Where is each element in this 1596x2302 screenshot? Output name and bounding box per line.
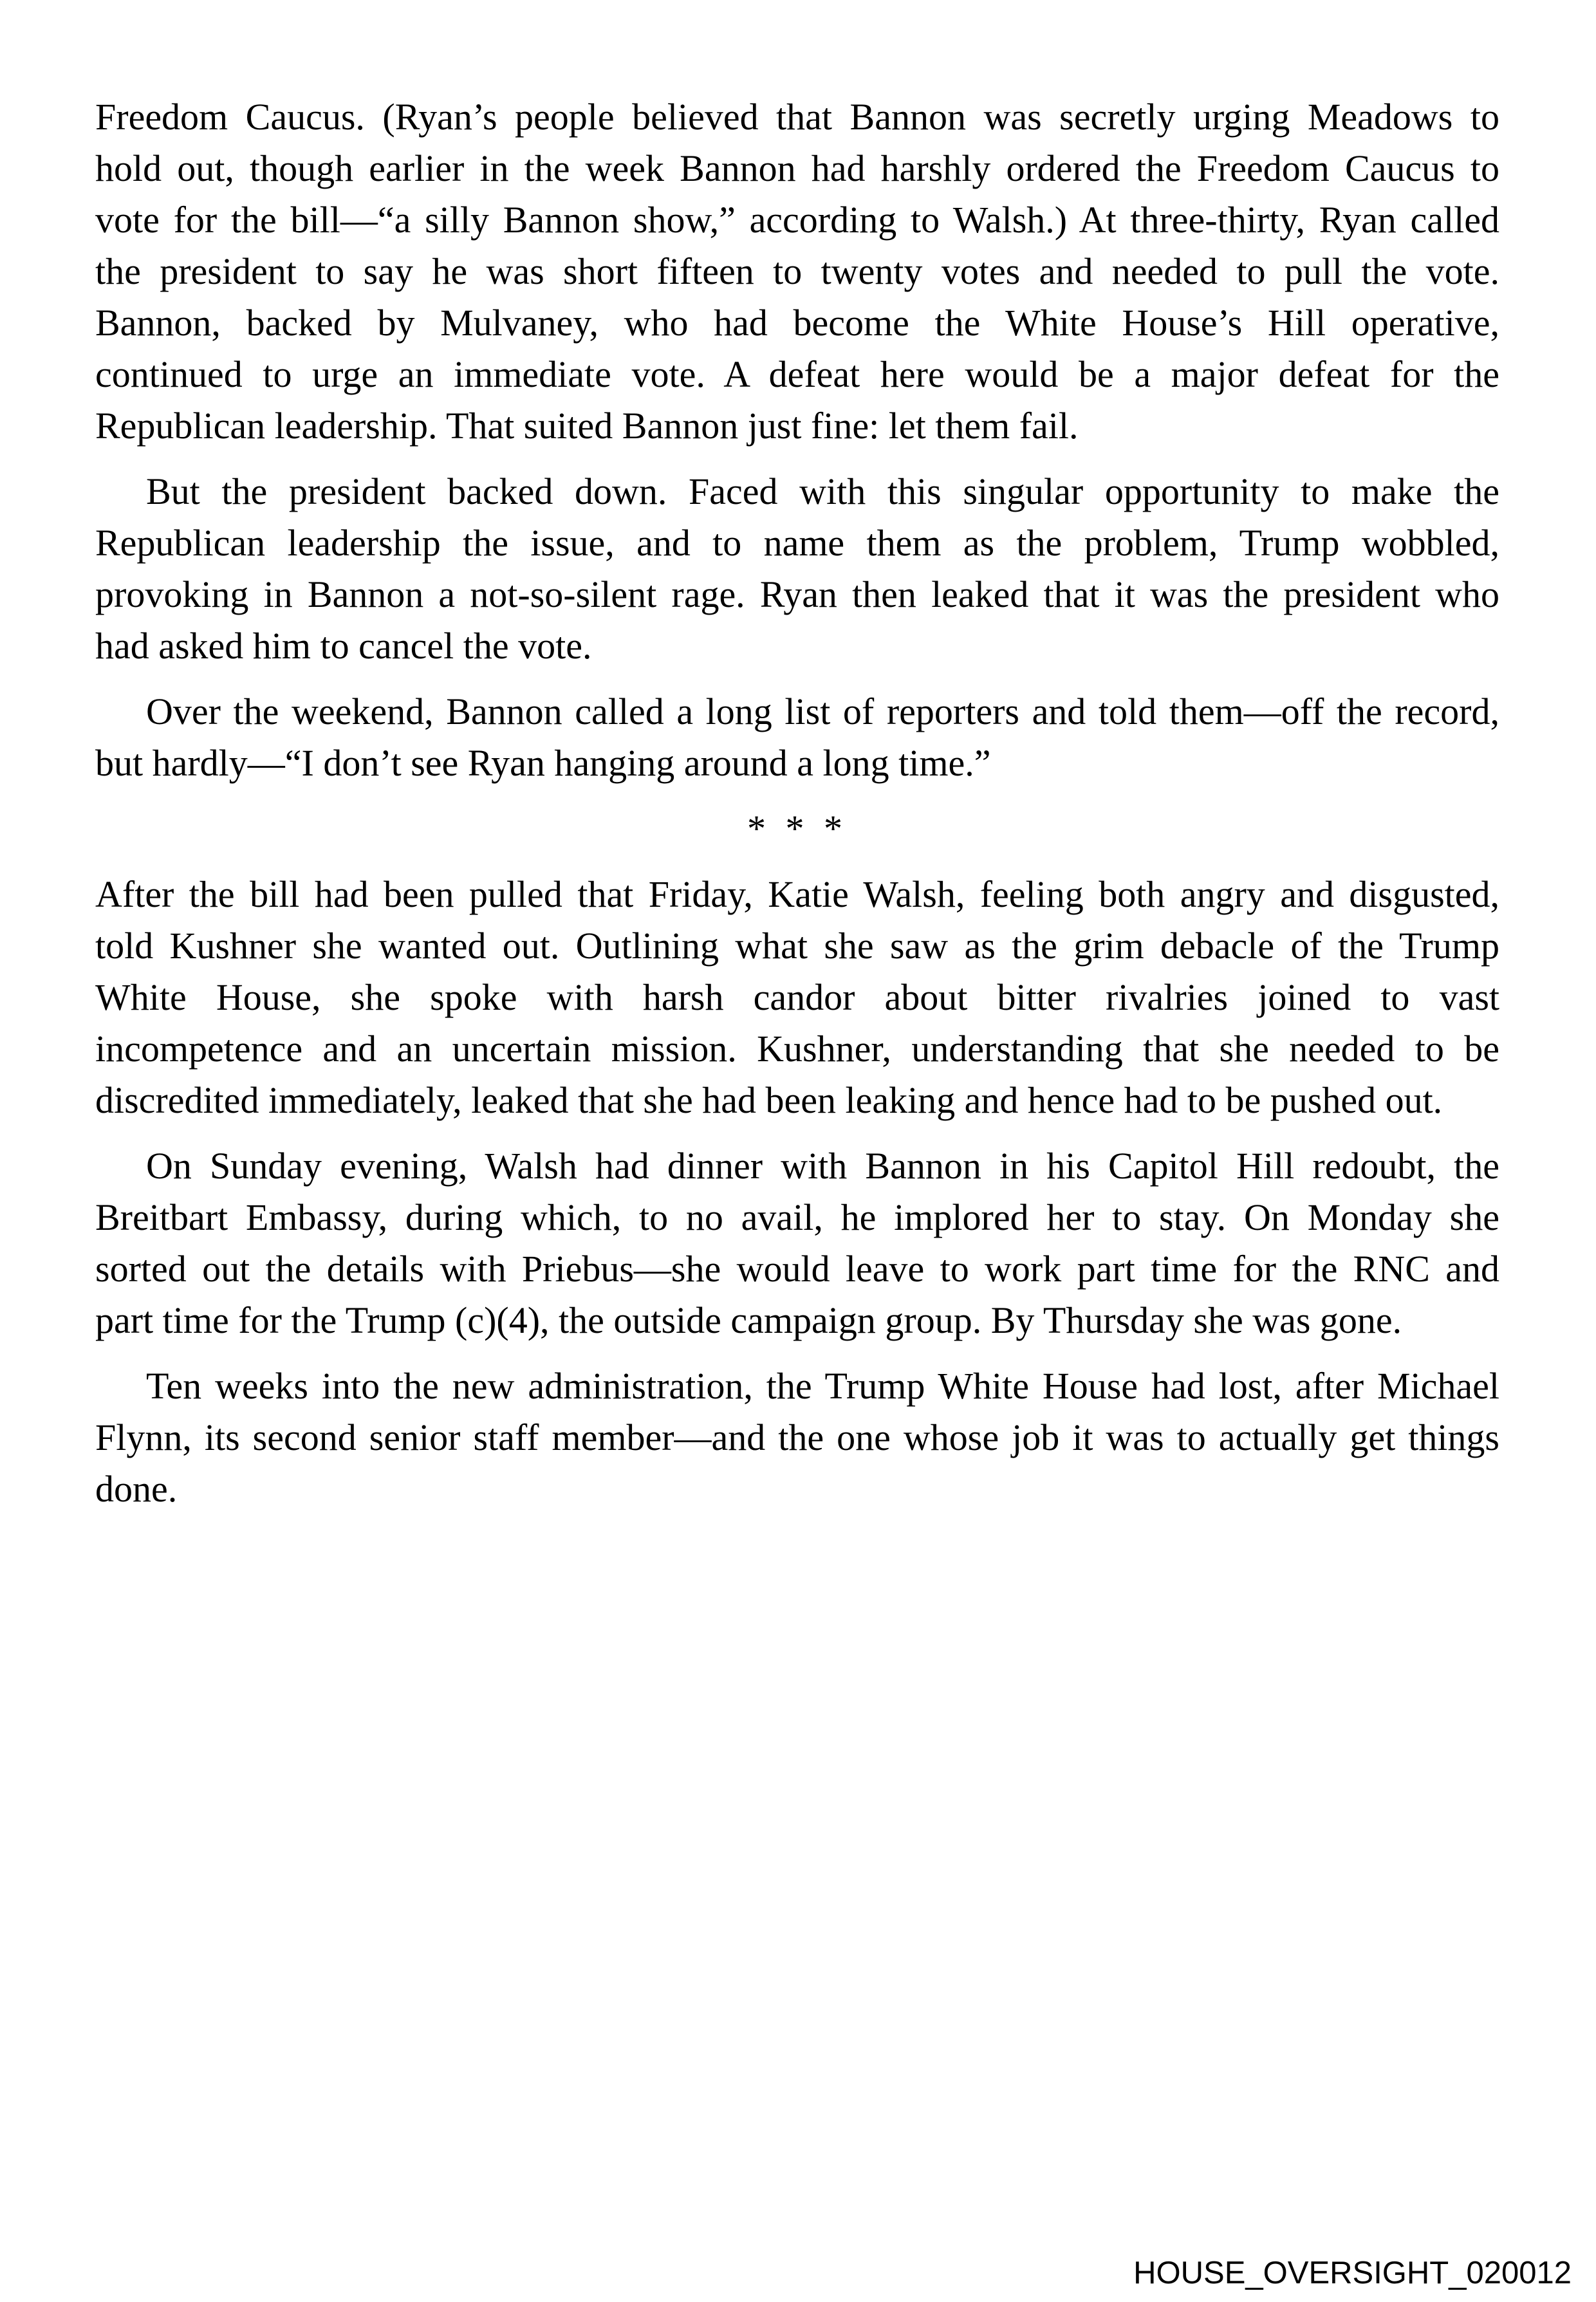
text-line: had asked him to cancel the vote.: [95, 625, 592, 667]
text-line: On Sunday evening, Walsh had dinner with Bannon in his Capitol Hill redoubt, the: [146, 1145, 1499, 1187]
text-line: Republican leadership. That suited Bannon just fine: let them fail.: [95, 405, 1079, 447]
text-line: Breitbart Embassy, during which, to no avail, he implored her to stay. On Monday she: [95, 1196, 1499, 1238]
text-line: part time for the Trump (c)(4), the outside campaign group. By Thursday she was gone.: [95, 1299, 1402, 1341]
text-line: Over the weekend, Bannon called a long list of reporters and told them—off the record,: [146, 691, 1499, 732]
paragraph: [95, 91, 1499, 452]
text-line: incompetence and an uncertain mission. Kushner, understanding that she needed to be: [95, 1028, 1499, 1070]
text-line: sorted out the details with Priebus—she would leave to work part time for the RNC and: [95, 1248, 1499, 1290]
text-line: White House, she spoke with harsh candor about bitter rivalries joined to vast: [95, 976, 1499, 1018]
text-line: done.: [95, 1468, 178, 1510]
paragraph: [95, 466, 1499, 672]
bates-stamp: HOUSE_OVERSIGHT_020012: [1133, 2255, 1572, 2290]
text-line: Republican leadership the issue, and to name them as the problem, Trump wobbled,: [95, 522, 1499, 564]
text-line: told Kushner she wanted out. Outlining what she saw as the grim debacle of the Trump: [95, 925, 1499, 967]
text-line: provoking in Bannon a not-so-silent rage. Ryan then leaked that it was the president who: [95, 573, 1499, 615]
text-line: vote for the bill—“a silly Bannon show,” according to Walsh.) At three-thirty, Ryan called: [95, 199, 1499, 241]
text-line: After the bill had been pulled that Friday, Katie Walsh, feeling both angry and disgusted,: [95, 873, 1499, 915]
section-separator: * * *: [747, 808, 848, 849]
paragraph: [95, 686, 1499, 789]
text-line: discredited immediately, leaked that she had been leaking and hence had to be pushed out.: [95, 1079, 1443, 1121]
paragraph: [95, 1360, 1499, 1515]
paragraph: [95, 1140, 1499, 1346]
text-line: Ten weeks into the new administration, the Trump White House had lost, after Michael: [146, 1365, 1499, 1407]
text-line: Flynn, its second senior staff member—and the one whose job it was to actually get things: [95, 1416, 1499, 1458]
text-line: continued to urge an immediate vote. A defeat here would be a major defeat for the: [95, 353, 1499, 395]
text-line: the president to say he was short fifteen to twenty votes and needed to pull the vote.: [95, 250, 1499, 292]
paragraph: [95, 869, 1499, 1126]
text-line: Bannon, backed by Mulvaney, who had become the White House’s Hill operative,: [95, 302, 1499, 344]
text-line: but hardly—“I don’t see Ryan hanging around a long time.”: [95, 742, 991, 784]
text-line: But the president backed down. Faced with this singular opportunity to make the: [146, 470, 1499, 512]
body-text: [95, 0, 1499, 1515]
text-line: Freedom Caucus. (Ryan’s people believed that Bannon was secretly urging Meadows to: [95, 96, 1499, 138]
text-line: hold out, though earlier in the week Bannon had harshly ordered the Freedom Caucus to: [95, 147, 1499, 189]
